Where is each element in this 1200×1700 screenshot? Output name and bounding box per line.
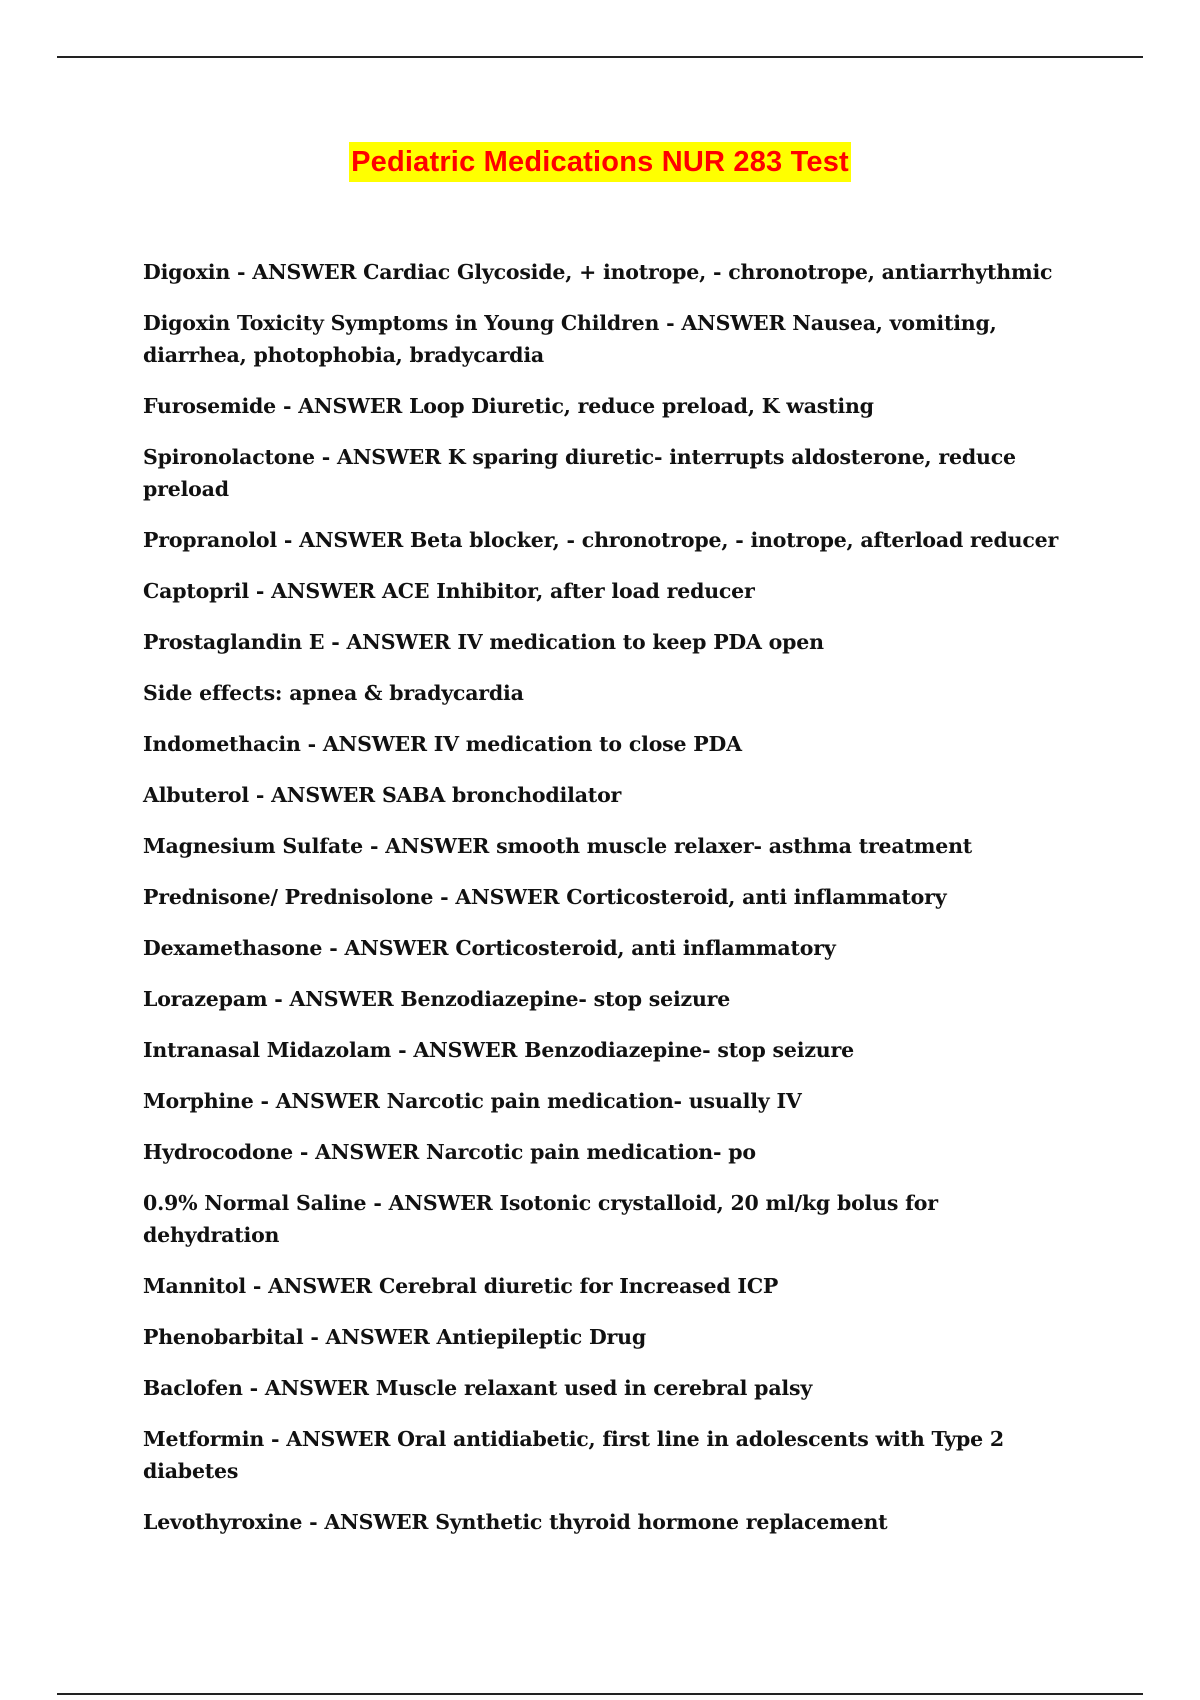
qa-item: Metformin - ANSWER Oral antidiabetic, first line in adolescents with Type 2 diabetes — [143, 1427, 1004, 1483]
header-rule — [57, 56, 1143, 58]
qa-item: Phenobarbital - ANSWER Antiepileptic Drug — [143, 1325, 646, 1349]
qa-item: Indomethacin - ANSWER IV medication to close PDA — [143, 732, 742, 756]
qa-item: Furosemide - ANSWER Loop Diuretic, reduce preload, K wasting — [143, 394, 874, 418]
qa-item: 0.9% Normal Saline - ANSWER Isotonic crystalloid, 20 ml/kg bolus for dehydration — [143, 1191, 938, 1247]
document-title: Pediatric Medications NUR 283 Test — [349, 142, 851, 182]
title-block — [0, 142, 1200, 182]
qa-item: Magnesium Sulfate - ANSWER smooth muscle relaxer- asthma treatment — [143, 834, 973, 858]
qa-item: Hydrocodone - ANSWER Narcotic pain medication- po — [143, 1140, 756, 1164]
qa-item: Baclofen - ANSWER Muscle relaxant used in cerebral palsy — [143, 1376, 813, 1400]
qa-item: Digoxin Toxicity Symptoms in Young Children - ANSWER Nausea, vomiting, diarrhea, photophobia, bradycardia — [143, 311, 997, 367]
qa-item: Prednisone/ Prednisolone - ANSWER Corticosteroid, anti inflammatory — [143, 885, 947, 909]
qa-item: Morphine - ANSWER Narcotic pain medication- usually IV — [143, 1089, 802, 1113]
qa-item: Prostaglandin E - ANSWER IV medication to keep PDA open — [143, 630, 824, 654]
qa-item: Captopril - ANSWER ACE Inhibitor, after load reducer — [143, 579, 755, 603]
qa-item: Lorazepam - ANSWER Benzodiazepine- stop seizure — [143, 987, 731, 1011]
qa-item: Spironolactone - ANSWER K sparing diuretic- interrupts aldosterone, reduce preload — [143, 445, 1016, 501]
qa-item: Side effects: apnea & bradycardia — [143, 681, 524, 705]
footer-rule — [57, 1693, 1143, 1695]
qa-item: Digoxin - ANSWER Cardiac Glycoside, + inotrope, - chronotrope, antiarrhythmic — [143, 260, 1053, 284]
qa-item: Dexamethasone - ANSWER Corticosteroid, anti inflammatory — [143, 936, 836, 960]
qa-item: Albuterol - ANSWER SABA bronchodilator — [143, 783, 622, 807]
qa-item: Levothyroxine - ANSWER Synthetic thyroid hormone replacement — [143, 1510, 888, 1534]
qa-list — [143, 256, 1063, 1557]
qa-item: Mannitol - ANSWER Cerebral diuretic for Increased ICP — [143, 1274, 779, 1298]
qa-item: Intranasal Midazolam - ANSWER Benzodiazepine- stop seizure — [143, 1038, 854, 1062]
qa-item: Propranolol - ANSWER Beta blocker, - chronotrope, - inotrope, afterload reducer — [143, 528, 1059, 552]
